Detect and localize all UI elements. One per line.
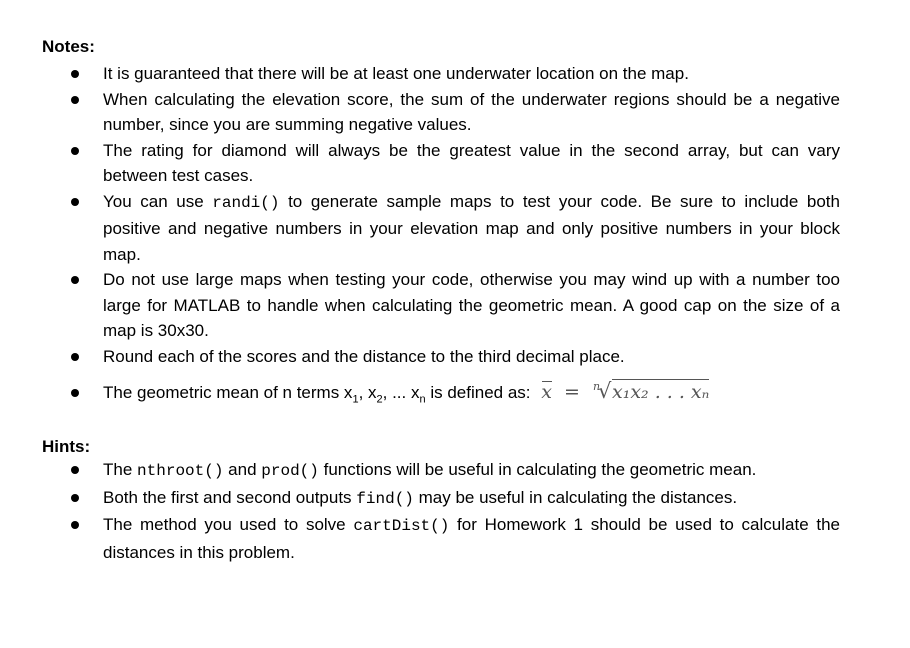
formula-radicand: x₁x₂ . . . xₙ <box>611 381 710 403</box>
formula-equals: = <box>564 381 580 403</box>
note-text: Round each of the scores and the distance to the third decimal place. <box>103 346 625 366</box>
code-find: find() <box>356 489 414 508</box>
hint-text: and <box>223 460 262 479</box>
list-item <box>0 380 840 413</box>
hint-text: Both the first and second outputs <box>103 487 357 507</box>
note-text-before: You can use <box>103 191 213 211</box>
list-item <box>0 189 840 268</box>
code-nthroot: nthroot() <box>137 462 224 480</box>
radical-icon: √ <box>597 379 612 403</box>
code-prod: prod() <box>261 462 319 480</box>
geo-mean-text: is defined as: <box>425 383 531 402</box>
hint-text: for Homework 1 should be used to calculate the distances in this problem. <box>103 515 840 562</box>
list-item <box>0 138 840 189</box>
note-text: It is guaranteed that there will be at least one underwater location on the map. <box>103 64 689 83</box>
bullet-icon <box>71 353 79 361</box>
hint-text: may be useful in calculating the distances. <box>413 487 738 507</box>
note-text-after: to generate sample maps to test your code. Be sure to include both positive and negative numbers in your elevation map and only positive numbers in your block map. <box>103 191 840 264</box>
subscript: 1 <box>352 393 359 406</box>
code-randi: randi() <box>212 193 280 212</box>
geo-mean-text: , ... x <box>382 383 420 402</box>
bullet-icon <box>71 521 79 529</box>
hints-heading: Hints: <box>42 437 91 456</box>
notes-heading: Notes: <box>42 37 95 56</box>
hint-text: The method you used to solve <box>103 515 354 534</box>
subscript: n <box>419 393 426 406</box>
bullet-icon <box>71 466 79 474</box>
hint-text: The <box>103 460 138 479</box>
formula-root <box>592 380 709 406</box>
list-item <box>0 87 840 138</box>
geo-mean-text: , x <box>358 383 377 402</box>
list-item <box>0 485 840 513</box>
notes-list <box>0 61 910 413</box>
bullet-icon <box>71 147 79 155</box>
hint-text: functions will be useful in calculating the geometric mean. <box>318 460 757 479</box>
note-text: When calculating the elevation score, the sum of the underwater regions should be a negative number, since you are summing negative values. <box>103 89 840 134</box>
list-item <box>0 267 840 344</box>
bullet-icon <box>71 96 79 104</box>
bullet-icon <box>71 276 79 284</box>
list-item <box>0 344 840 370</box>
note-text: The rating for diamond will always be the greatest value in the second array, but can vary between test cases. <box>103 140 840 185</box>
list-item <box>0 512 840 565</box>
bullet-icon <box>71 389 79 397</box>
bullet-icon <box>71 198 79 206</box>
formula-xbar: x <box>541 380 552 406</box>
subscript: 2 <box>376 393 383 406</box>
hints-list <box>0 457 910 565</box>
code-cartdist: cartDist() <box>353 517 450 535</box>
formula-root-index: n <box>592 380 601 393</box>
note-text: Do not use large maps when testing your code, otherwise you may wind up with a number too large for MATLAB to handle when calculating the geometric mean. A good cap on the size of a map is 30x30. <box>103 270 840 340</box>
bullet-icon <box>71 494 79 502</box>
bullet-icon <box>71 70 79 78</box>
geo-mean-text: The geometric mean of n terms x <box>103 383 353 402</box>
list-item <box>0 457 840 485</box>
list-item <box>0 61 840 87</box>
geometric-mean-formula <box>541 381 709 403</box>
